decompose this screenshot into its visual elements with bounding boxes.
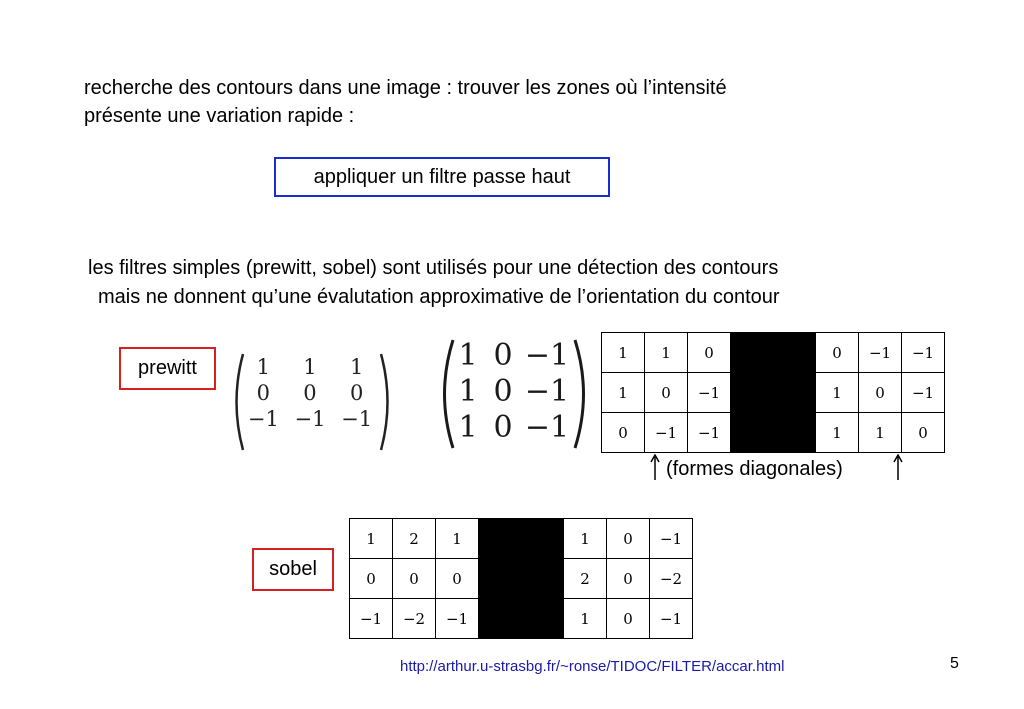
mask-cell: −1 xyxy=(645,413,688,453)
mask-cell: 0 xyxy=(859,373,902,413)
mask-cell: 1 xyxy=(602,373,645,413)
up-arrow-icon xyxy=(892,454,904,480)
matrix-cell: 0 xyxy=(303,381,317,405)
matrix-cell: 1 xyxy=(458,338,478,373)
matrix-cell: 0 xyxy=(493,410,513,445)
mask-cell: −1 xyxy=(902,333,945,373)
matrix-cell: −1 xyxy=(524,410,570,445)
mask-cell: 2 xyxy=(393,519,436,559)
mask-cell: 0 xyxy=(816,333,859,373)
prewitt-vertical-matrix xyxy=(452,338,572,446)
mask-cell: 0 xyxy=(393,559,436,599)
matrix-cell: 0 xyxy=(349,381,364,405)
intro-line-2: présente une variation rapide : xyxy=(84,105,355,127)
diagonal-caption: (formes diagonales) xyxy=(666,458,843,480)
mask-cell: 1 xyxy=(436,519,479,559)
mask-cell: −1 xyxy=(688,413,731,453)
mask-cell: −1 xyxy=(436,599,479,639)
matrix-cell: 1 xyxy=(458,410,478,445)
mask-separator xyxy=(731,333,816,453)
mask-cell: 1 xyxy=(602,333,645,373)
prewitt-label: prewitt xyxy=(119,347,216,390)
matrix-cell: 0 xyxy=(256,381,271,405)
matrix-cell: 1 xyxy=(256,355,271,379)
mask-cell: −1 xyxy=(650,599,693,639)
matrix-cell: −1 xyxy=(524,338,570,373)
high-pass-filter-box: appliquer un filtre passe haut xyxy=(274,157,610,197)
filters-description xyxy=(88,254,968,312)
description-line-1: les filtres simples (prewitt, sobel) sont utilisés pour une détection des contours xyxy=(88,257,779,279)
matrix-cell: 0 xyxy=(493,338,513,373)
matrix-cell: 1 xyxy=(458,374,478,409)
prewitt-diagonal-masks xyxy=(601,332,945,453)
mask-cell: 1 xyxy=(350,519,393,559)
up-arrow-icon xyxy=(649,454,661,480)
mask-cell: 0 xyxy=(602,413,645,453)
description-line-2: mais ne donnent qu’une évalutation approximative de l’orientation du contour xyxy=(98,286,780,308)
mask-cell: 1 xyxy=(816,373,859,413)
matrix-cell: −1 xyxy=(294,407,326,431)
mask-cell: 1 xyxy=(859,413,902,453)
source-link[interactable]: http://arthur.u-strasbg.fr/~ronse/TIDOC/FILTER/accar.html xyxy=(400,658,785,675)
mask-cell: −2 xyxy=(650,559,693,599)
mask-cell: −1 xyxy=(859,333,902,373)
matrix-cell: 1 xyxy=(303,355,317,379)
mask-cell: 0 xyxy=(350,559,393,599)
matrix-cell: 1 xyxy=(349,355,364,379)
mask-cell: −2 xyxy=(393,599,436,639)
mask-cell: 1 xyxy=(564,519,607,559)
matrix-cell: −1 xyxy=(341,407,373,431)
mask-cell: 1 xyxy=(564,599,607,639)
mask-separator xyxy=(479,519,564,639)
sobel-label: sobel xyxy=(252,548,334,591)
mask-cell: 0 xyxy=(902,413,945,453)
prewitt-horizontal-matrix xyxy=(240,355,380,431)
mask-cell: 2 xyxy=(564,559,607,599)
mask-cell: 0 xyxy=(688,333,731,373)
mask-cell: −1 xyxy=(350,599,393,639)
sobel-masks xyxy=(349,518,693,639)
matrix-cell: −1 xyxy=(247,407,279,431)
matrix-cell: −1 xyxy=(524,374,570,409)
mask-cell: −1 xyxy=(902,373,945,413)
mask-cell: 0 xyxy=(645,373,688,413)
mask-cell: 1 xyxy=(645,333,688,373)
mask-cell: −1 xyxy=(688,373,731,413)
intro-line-1: recherche des contours dans une image : trouver les zones où l’intensité xyxy=(84,77,727,99)
mask-cell: 1 xyxy=(816,413,859,453)
page-number: 5 xyxy=(950,655,959,672)
right-paren-icon xyxy=(572,338,594,450)
intro-text xyxy=(84,74,944,130)
right-paren-icon xyxy=(378,352,396,452)
mask-cell: 0 xyxy=(607,599,650,639)
mask-cell: 0 xyxy=(607,519,650,559)
mask-cell: 0 xyxy=(436,559,479,599)
matrix-cell: 0 xyxy=(493,374,513,409)
mask-cell: −1 xyxy=(650,519,693,559)
mask-cell: 0 xyxy=(607,559,650,599)
